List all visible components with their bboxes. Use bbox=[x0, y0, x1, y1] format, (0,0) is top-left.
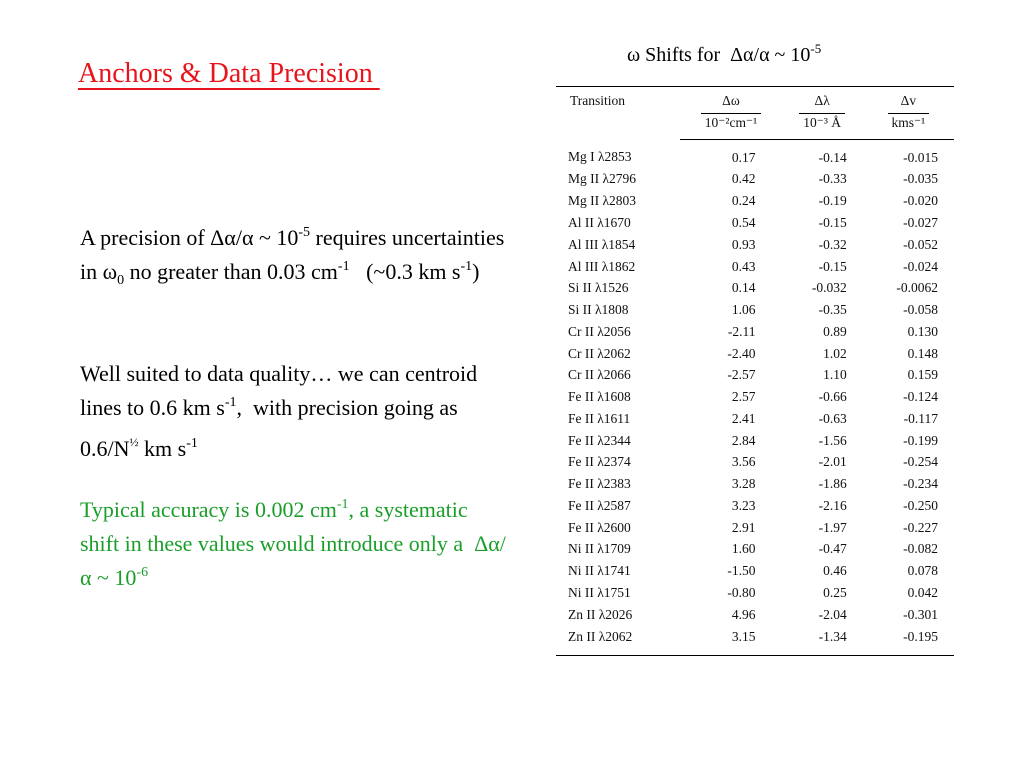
delta-lambda-cell: -0.47 bbox=[818, 541, 847, 557]
delta-omega-cell: 0.17 bbox=[731, 149, 756, 165]
table-row bbox=[556, 452, 954, 474]
delta-lambda-cell: 0.46 bbox=[823, 563, 847, 579]
table-row bbox=[556, 604, 954, 626]
delta-v-cell: -0.117 bbox=[903, 410, 938, 426]
column-header-transition: Transition bbox=[556, 87, 680, 140]
accuracy-paragraph bbox=[80, 493, 510, 595]
exponent: -1 bbox=[460, 259, 473, 274]
delta-v-cell: -0.052 bbox=[903, 236, 938, 252]
delta-lambda-cell: -2.04 bbox=[818, 606, 847, 622]
delta-omega-cell: -2.40 bbox=[727, 345, 756, 361]
delta-omega-cell: 0.14 bbox=[731, 280, 756, 296]
delta-lambda-cell: -0.15 bbox=[818, 258, 847, 274]
delta-v-cell: -0.027 bbox=[903, 214, 938, 230]
delta-omega-cell: 3.23 bbox=[731, 497, 756, 513]
transition-cell: Al III λ1854 bbox=[568, 236, 636, 252]
delta-lambda-cell: -0.14 bbox=[818, 149, 847, 165]
delta-v-cell: 0.042 bbox=[907, 585, 938, 600]
table-row bbox=[556, 582, 954, 604]
delta-v-cell: -0.227 bbox=[903, 519, 938, 535]
table-row bbox=[556, 343, 954, 365]
table-caption bbox=[627, 41, 822, 67]
delta-omega-cell: 3.56 bbox=[731, 454, 756, 470]
text-run: Typical accuracy is 0.002 cm bbox=[80, 497, 337, 522]
table-row bbox=[556, 473, 954, 495]
table-row bbox=[556, 299, 954, 321]
delta-omega-cell: -2.11 bbox=[727, 323, 756, 339]
delta-lambda-cell: -2.16 bbox=[818, 497, 847, 513]
transition-cell: Ni II λ1709 bbox=[568, 541, 631, 557]
text-run: ~ 10 bbox=[769, 44, 811, 66]
delta-lambda-cell: -0.032 bbox=[811, 280, 847, 296]
text-run: km s bbox=[138, 436, 187, 461]
transition-cell: Cr II λ2066 bbox=[568, 367, 631, 383]
delta-v-cell: -0.301 bbox=[903, 606, 938, 622]
delta-v-cell: -0.024 bbox=[903, 258, 938, 274]
subscript: 0 bbox=[117, 273, 125, 288]
delta-lambda-cell: 0.25 bbox=[823, 585, 847, 600]
delta-v-cell: -0.058 bbox=[903, 302, 938, 318]
table-row bbox=[556, 517, 954, 539]
text-run: (~0.3 km s bbox=[349, 259, 461, 284]
unit-delta-omega: 10⁻²cm⁻¹ bbox=[701, 113, 761, 131]
unit-delta-v: kms⁻¹ bbox=[888, 113, 930, 131]
exponent: -5 bbox=[810, 41, 822, 56]
table-row bbox=[556, 495, 954, 517]
delta-omega-cell: 2.91 bbox=[731, 519, 756, 535]
delta-omega-cell: -0.80 bbox=[727, 585, 756, 600]
table-row bbox=[556, 408, 954, 430]
table-row bbox=[556, 539, 954, 561]
exponent: -1 bbox=[336, 497, 349, 512]
transition-cell: Fe II λ2383 bbox=[568, 476, 631, 492]
table-row bbox=[556, 277, 954, 299]
exponent: -1 bbox=[337, 259, 350, 274]
delta-lambda-cell: -1.56 bbox=[818, 432, 847, 448]
column-header-delta-omega: Δω bbox=[680, 87, 781, 112]
delta-v-cell: -0.234 bbox=[903, 476, 938, 492]
delta-v-cell: -0.020 bbox=[903, 193, 938, 209]
delta-alpha-symbol: Δα/α bbox=[210, 225, 254, 250]
slide-title: Anchors & Data Precision bbox=[78, 58, 380, 89]
table-row bbox=[556, 140, 954, 169]
unit-delta-lambda: 10⁻³ Å bbox=[799, 113, 845, 131]
transition-cell: Mg II λ2796 bbox=[568, 171, 637, 187]
delta-v-cell: -0.015 bbox=[903, 149, 938, 165]
delta-v-cell: -0.199 bbox=[903, 432, 938, 448]
transition-cell: Cr II λ2062 bbox=[568, 345, 631, 361]
delta-v-cell: 0.130 bbox=[907, 323, 938, 339]
table-row bbox=[556, 190, 954, 212]
delta-lambda-cell: 1.10 bbox=[823, 367, 847, 383]
delta-v-cell: 0.148 bbox=[907, 345, 938, 361]
transition-cell: Fe II λ2587 bbox=[568, 497, 631, 513]
delta-alpha-symbol: Δα/α bbox=[80, 531, 506, 590]
transition-cell: Fe II λ2600 bbox=[568, 519, 631, 535]
table-row bbox=[556, 321, 954, 343]
delta-omega-cell: 2.84 bbox=[731, 432, 756, 448]
delta-lambda-cell: -0.33 bbox=[818, 171, 847, 187]
omega-symbol: ω bbox=[102, 259, 118, 284]
delta-v-cell: -0.035 bbox=[903, 171, 938, 187]
unit-cell bbox=[680, 111, 781, 140]
data-quality-paragraph bbox=[80, 357, 510, 466]
delta-lambda-cell: -0.32 bbox=[818, 236, 847, 252]
table-body bbox=[556, 140, 954, 656]
transition-cell: Si II λ1526 bbox=[568, 280, 629, 296]
delta-omega-cell: 2.41 bbox=[731, 410, 756, 426]
delta-v-cell: -0.124 bbox=[903, 389, 938, 405]
transition-cell: Fe II λ1611 bbox=[568, 410, 631, 426]
text-run: A precision of bbox=[80, 225, 211, 250]
delta-lambda-cell: -0.63 bbox=[818, 410, 847, 426]
half-exponent: ½ bbox=[129, 435, 139, 449]
transition-cell: Mg II λ2803 bbox=[568, 193, 637, 209]
text-run: Well suited to data quality… we can centroid lines to 0.6 km s bbox=[80, 361, 478, 420]
delta-v-cell: 0.159 bbox=[907, 367, 938, 383]
table-row bbox=[556, 430, 954, 452]
table-row bbox=[556, 386, 954, 408]
table-row bbox=[556, 169, 954, 191]
table-row bbox=[556, 256, 954, 278]
delta-lambda-cell: -2.01 bbox=[818, 454, 847, 470]
delta-v-cell: -0.082 bbox=[903, 541, 938, 557]
transition-cell: Al III λ1862 bbox=[568, 258, 636, 274]
delta-omega-cell: 0.24 bbox=[731, 193, 756, 209]
delta-lambda-cell: -1.86 bbox=[818, 476, 847, 492]
transition-cell: Fe II λ2374 bbox=[568, 454, 631, 470]
table-row bbox=[556, 626, 954, 656]
transition-cell: Mg I λ2853 bbox=[568, 149, 632, 165]
omega-shifts-table bbox=[556, 86, 954, 656]
delta-v-cell: -0.250 bbox=[903, 497, 938, 513]
transition-cell: Si II λ1808 bbox=[568, 302, 629, 318]
transition-cell: Al II λ1670 bbox=[568, 214, 631, 230]
column-header-delta-lambda: Δλ bbox=[782, 87, 863, 112]
text-run: ω Shifts for bbox=[627, 44, 731, 66]
delta-omega-cell: 0.93 bbox=[731, 236, 756, 252]
transition-cell: Fe II λ1608 bbox=[568, 389, 631, 405]
delta-lambda-cell: -0.66 bbox=[818, 389, 847, 405]
delta-v-cell: -0.254 bbox=[903, 454, 938, 470]
delta-v-cell: 0.078 bbox=[907, 563, 938, 579]
delta-lambda-cell: -0.15 bbox=[818, 214, 847, 230]
exponent: -1 bbox=[224, 395, 237, 410]
text-run: no greater than 0.03 cm bbox=[124, 259, 338, 284]
delta-lambda-cell: -1.97 bbox=[818, 519, 847, 535]
table-row bbox=[556, 364, 954, 386]
text-run: requires uncertainties in bbox=[80, 225, 505, 284]
delta-lambda-cell: 0.89 bbox=[823, 323, 847, 339]
delta-omega-cell: 3.28 bbox=[731, 476, 756, 492]
text-run: ~ 10 bbox=[91, 565, 137, 590]
transition-cell: Zn II λ2062 bbox=[556, 626, 680, 656]
delta-omega-cell: -2.57 bbox=[727, 367, 756, 383]
column-header-delta-v: Δv bbox=[863, 87, 954, 112]
exponent: -1 bbox=[186, 436, 198, 451]
exponent: -6 bbox=[136, 565, 149, 580]
delta-lambda-cell: 1.02 bbox=[823, 345, 847, 361]
delta-omega-cell: -1.50 bbox=[727, 563, 756, 579]
text-run: , a systematic shift in these values would introduce only a bbox=[80, 497, 475, 556]
transition-cell: Cr II λ2056 bbox=[568, 323, 631, 339]
precision-paragraph bbox=[80, 221, 510, 289]
table-row bbox=[556, 234, 954, 256]
delta-lambda-cell: -0.19 bbox=[818, 193, 847, 209]
unit-cell bbox=[782, 111, 863, 140]
delta-omega-cell: 0.42 bbox=[731, 171, 756, 187]
text-run: ) bbox=[472, 259, 480, 284]
delta-omega-cell: 4.96 bbox=[731, 606, 756, 622]
exponent: -5 bbox=[298, 225, 311, 240]
delta-omega-cell: 0.43 bbox=[731, 258, 756, 274]
text-run: , with precision going as 0.6/N bbox=[80, 395, 464, 461]
delta-lambda-cell: -1.34 bbox=[782, 626, 863, 656]
delta-v-cell: -0.0062 bbox=[896, 280, 938, 296]
delta-omega-cell: 2.57 bbox=[731, 389, 756, 405]
delta-omega-cell: 1.60 bbox=[731, 541, 756, 557]
unit-cell bbox=[863, 111, 954, 140]
transition-cell: Zn II λ2026 bbox=[568, 606, 633, 622]
transition-cell: Ni II λ1751 bbox=[568, 585, 631, 600]
delta-omega-cell: 0.54 bbox=[731, 214, 756, 230]
table-row bbox=[556, 560, 954, 582]
delta-alpha-symbol: Δα/α bbox=[730, 44, 770, 66]
transition-cell: Fe II λ2344 bbox=[568, 432, 631, 448]
transition-cell: Ni II λ1741 bbox=[568, 563, 631, 579]
text-run: ~ 10 bbox=[253, 225, 299, 250]
delta-omega-cell: 1.06 bbox=[731, 302, 756, 318]
delta-v-cell: -0.195 bbox=[863, 626, 954, 656]
delta-omega-cell: 3.15 bbox=[680, 626, 781, 656]
table-row bbox=[556, 212, 954, 234]
delta-lambda-cell: -0.35 bbox=[818, 302, 847, 318]
